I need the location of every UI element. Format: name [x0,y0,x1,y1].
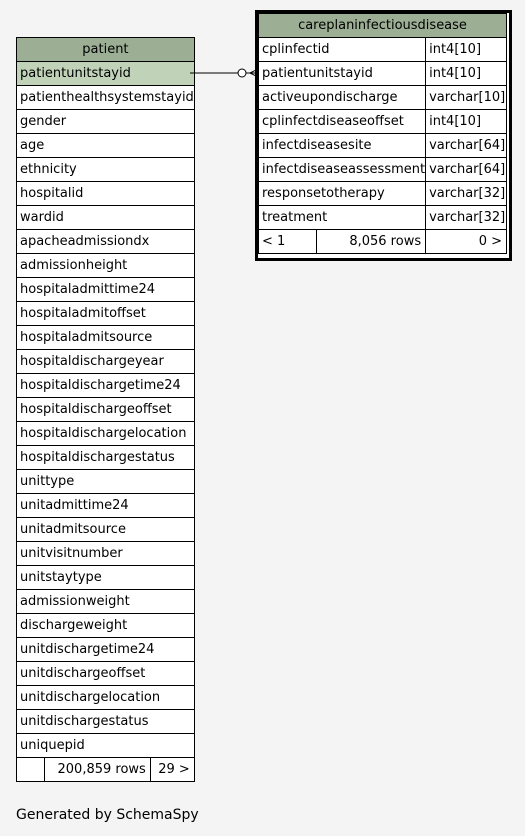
zero-optional-icon [238,69,246,77]
patient-column-name[interactable]: dischargeweight [17,614,195,638]
children-count-link[interactable]: 29 > [150,758,194,782]
patient-column-name[interactable]: hospitaladmittime24 [17,278,195,302]
careplan-column-type: varchar[32] [426,206,507,230]
patient-column-name[interactable]: uniquepid [17,734,195,758]
patient-column-name[interactable]: unitadmittime24 [17,494,195,518]
patient-column-name[interactable]: unitdischargeoffset [17,662,195,686]
careplan-column-name[interactable]: infectdiseasesite [259,134,426,158]
row-count: 200,859 rows [45,758,151,782]
patient-column-name[interactable]: unitvisitnumber [17,542,195,566]
generated-by-caption: Generated by SchemaSpy [16,807,199,823]
patient-column-name[interactable]: hospitaladmitsource [17,326,195,350]
patient-column-name[interactable]: unitdischargestatus [17,710,195,734]
careplan-column-name[interactable]: activeupondischarge [259,86,426,110]
careplan-column-name[interactable]: patientunitstayid [259,62,426,86]
careplan-column-name[interactable]: responsetotherapy [259,182,426,206]
patient-column-name[interactable]: hospitalid [17,182,195,206]
careplan-column-type: varchar[10] [426,86,507,110]
patient-column-name[interactable]: patientunitstayid [17,62,195,86]
careplan-table-title[interactable]: careplaninfectiousdisease [259,14,507,38]
careplan-column-name[interactable]: infectdiseaseassessment [259,158,426,182]
patient-column-name[interactable]: gender [17,110,195,134]
patient-column-name[interactable]: age [17,134,195,158]
careplan-column-type: varchar[64] [426,134,507,158]
careplan-column-type: varchar[64] [426,158,507,182]
crowfoot-icon [250,69,258,73]
patient-column-name[interactable]: admissionheight [17,254,195,278]
patient-column-name[interactable]: hospitaldischargetime24 [17,374,195,398]
patient-column-name[interactable]: unitadmitsource [17,518,195,542]
careplan-column-type: int4[10] [426,38,507,62]
patient-column-name[interactable]: unittype [17,470,195,494]
patient-column-name[interactable]: patienthealthsystemstayid [17,86,195,110]
patient-column-name[interactable]: unitstaytype [17,566,195,590]
patient-table-title[interactable]: patient [17,38,195,62]
careplan-column-type: int4[10] [426,62,507,86]
row-count: 8,056 rows [317,230,426,254]
patient-column-name[interactable]: admissionweight [17,590,195,614]
patient-column-name[interactable]: unitdischargetime24 [17,638,195,662]
careplan-column-type: int4[10] [426,110,507,134]
patient-column-name[interactable]: hospitaldischargeoffset [17,398,195,422]
careplan-column-type: varchar[32] [426,182,507,206]
patient-column-name[interactable]: wardid [17,206,195,230]
patient-column-name[interactable]: hospitaldischargeyear [17,350,195,374]
children-count-link[interactable]: 0 > [426,230,507,254]
careplan-column-name[interactable]: treatment [259,206,426,230]
patient-column-name[interactable]: unitdischargelocation [17,686,195,710]
patient-column-name[interactable]: hospitaldischargestatus [17,446,195,470]
careplan-column-name[interactable]: cplinfectdiseaseoffset [259,110,426,134]
patient-column-name[interactable]: apacheadmissiondx [17,230,195,254]
patient-column-name[interactable]: hospitaldischargelocation [17,422,195,446]
parents-count-link[interactable]: < 1 [259,230,317,254]
careplan-column-name[interactable]: cplinfectid [259,38,426,62]
patient-column-name[interactable]: ethnicity [17,158,195,182]
patient-column-name[interactable]: hospitaladmitoffset [17,302,195,326]
